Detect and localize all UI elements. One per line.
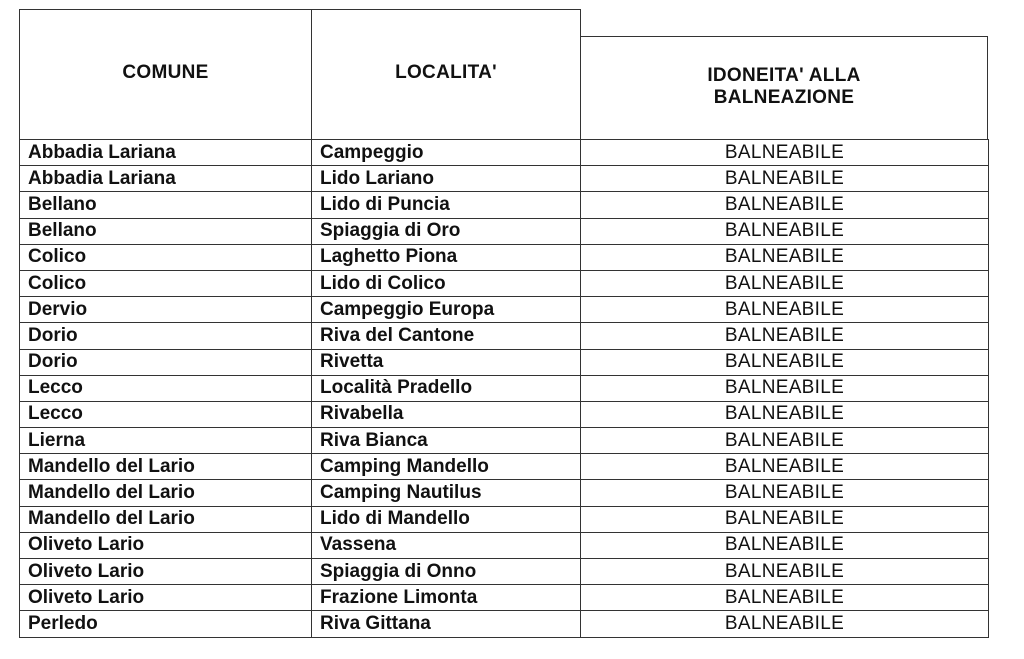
header-idoneita-line1: IDONEITA' ALLA [707, 65, 861, 86]
table-row [20, 323, 989, 349]
table-row [20, 585, 989, 611]
idoneita-cell: BALNEABILE [581, 401, 989, 427]
localita-cell: Rivetta [312, 349, 581, 375]
idoneita-cell: BALNEABILE [581, 559, 989, 585]
comune-cell: Mandello del Lario [20, 480, 312, 506]
localita-cell: Camping Mandello [312, 454, 581, 480]
header-comune [19, 9, 312, 140]
table-row [20, 140, 989, 166]
idoneita-cell: BALNEABILE [581, 349, 989, 375]
comune-cell: Abbadia Lariana [20, 140, 312, 166]
localita-cell: Laghetto Piona [312, 244, 581, 270]
comune-cell: Abbadia Lariana [20, 166, 312, 192]
idoneita-cell: BALNEABILE [581, 611, 989, 637]
comune-cell: Mandello del Lario [20, 506, 312, 532]
comune-cell: Oliveto Lario [20, 559, 312, 585]
localita-cell: Spiaggia di Onno [312, 559, 581, 585]
results-table [19, 139, 989, 638]
table-row [20, 506, 989, 532]
localita-cell: Camping Nautilus [312, 480, 581, 506]
table-row [20, 244, 989, 270]
header-idoneita-label [581, 65, 987, 109]
table-row [20, 270, 989, 296]
idoneita-cell: BALNEABILE [581, 166, 989, 192]
localita-cell: Lido Lariano [312, 166, 581, 192]
localita-cell: Campeggio [312, 140, 581, 166]
comune-cell: Colico [20, 270, 312, 296]
comune-cell: Bellano [20, 218, 312, 244]
localita-cell: Vassena [312, 532, 581, 558]
table-row [20, 218, 989, 244]
localita-cell: Lido di Puncia [312, 192, 581, 218]
comune-cell: Oliveto Lario [20, 532, 312, 558]
idoneita-cell: BALNEABILE [581, 244, 989, 270]
localita-cell: Rivabella [312, 401, 581, 427]
idoneita-cell: BALNEABILE [581, 532, 989, 558]
table-row [20, 480, 989, 506]
localita-cell: Riva Gittana [312, 611, 581, 637]
idoneita-cell: BALNEABILE [581, 218, 989, 244]
idoneita-cell: BALNEABILE [581, 428, 989, 454]
localita-cell: Campeggio Europa [312, 297, 581, 323]
comune-cell: Dorio [20, 323, 312, 349]
comune-cell: Lierna [20, 428, 312, 454]
table-row [20, 532, 989, 558]
header-localita-label: LOCALITA' [395, 62, 497, 83]
table-row [20, 559, 989, 585]
comune-cell: Perledo [20, 611, 312, 637]
localita-cell: Lido di Mandello [312, 506, 581, 532]
comune-cell: Lecco [20, 375, 312, 401]
localita-cell: Frazione Limonta [312, 585, 581, 611]
header-localita [311, 9, 581, 140]
comune-cell: Oliveto Lario [20, 585, 312, 611]
comune-cell: Bellano [20, 192, 312, 218]
comune-cell: Colico [20, 244, 312, 270]
idoneita-cell: BALNEABILE [581, 454, 989, 480]
comune-cell: Lecco [20, 401, 312, 427]
localita-cell: Riva Bianca [312, 428, 581, 454]
localita-cell: Spiaggia di Oro [312, 218, 581, 244]
idoneita-cell: BALNEABILE [581, 192, 989, 218]
localita-cell: Località Pradello [312, 375, 581, 401]
comune-cell: Dorio [20, 349, 312, 375]
idoneita-cell: BALNEABILE [581, 585, 989, 611]
results-table-body [20, 140, 989, 638]
idoneita-cell: BALNEABILE [581, 270, 989, 296]
table-row [20, 454, 989, 480]
table-row [20, 401, 989, 427]
table-row [20, 375, 989, 401]
table-row [20, 611, 989, 637]
idoneita-cell: BALNEABILE [581, 506, 989, 532]
localita-cell: Lido di Colico [312, 270, 581, 296]
idoneita-cell: BALNEABILE [581, 375, 989, 401]
table-row [20, 166, 989, 192]
comune-cell: Dervio [20, 297, 312, 323]
table-row [20, 428, 989, 454]
table-row [20, 192, 989, 218]
header-comune-label: COMUNE [122, 62, 209, 83]
table-row [20, 297, 989, 323]
header-idoneita [580, 36, 988, 140]
header-idoneita-line2: BALNEAZIONE [713, 87, 855, 108]
idoneita-cell: BALNEABILE [581, 297, 989, 323]
idoneita-cell: BALNEABILE [581, 140, 989, 166]
comune-cell: Mandello del Lario [20, 454, 312, 480]
localita-cell: Riva del Cantone [312, 323, 581, 349]
idoneita-cell: BALNEABILE [581, 480, 989, 506]
table-row [20, 349, 989, 375]
idoneita-cell: BALNEABILE [581, 323, 989, 349]
